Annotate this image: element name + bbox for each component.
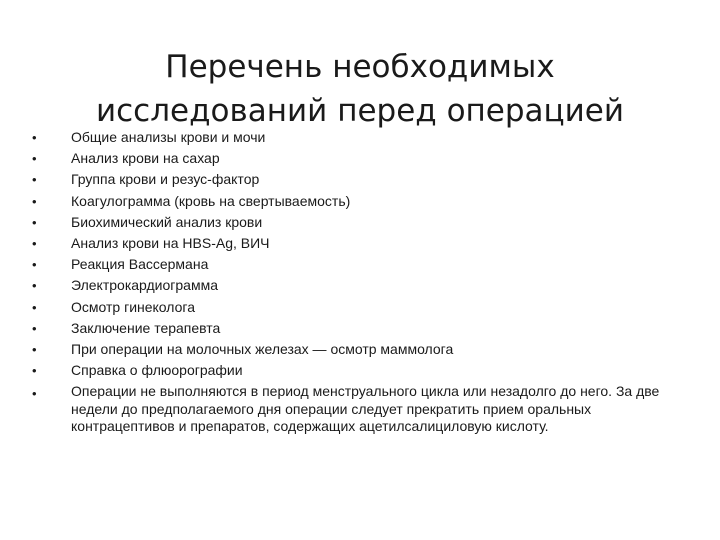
list-item [32,360,682,381]
list-item-text: При операции на молочных железах — осмотр маммолога [71,341,454,358]
bullet-icon: • [32,320,37,336]
bullet-icon: • [32,342,37,358]
list-item [32,233,682,254]
bullet-icon: • [32,299,37,315]
title-line-1: Перечень необходимых [165,48,555,85]
bullet-icon: • [32,363,37,379]
list-item-text: Операции не выполняются в период менструального цикла или незадолго до него. За две недели до предполагаемого дня операции следует прекратить прием оральных контрацептивов и препаратов, содержащих ацетилсалициловую кислоту. [71,383,660,435]
list-item-text: Электрокардиограмма [71,277,218,294]
bullet-icon: • [32,172,37,188]
list-item [32,381,682,436]
list-item [32,275,682,296]
list-item-text: Осмотр гинеколога [71,298,195,315]
list-item-text: Заключение терапевта [71,319,221,336]
list-item [32,191,682,212]
list-item [32,254,682,275]
list-item [32,212,682,233]
bullet-icon: • [32,151,37,167]
list-item [32,127,682,148]
list-item [32,169,682,190]
bullet-icon: • [32,278,37,294]
list-item [32,148,682,169]
list-item-text: Реакция Вассермана [71,256,209,273]
bullet-icon: • [32,386,37,402]
list-item [32,339,682,360]
list-item-text: Анализ крови на сахар [71,150,220,167]
requirements-list [32,127,682,436]
bullet-icon: • [32,257,37,273]
list-item [32,318,682,339]
list-item-text: Группа крови и резус-фактор [71,171,260,188]
list-item-text: Биохимический анализ крови [71,213,263,230]
title-line-2: исследований перед операцией [95,92,625,129]
list-item-text: Анализ крови на HBS-Ag, ВИЧ [71,235,270,252]
bullet-icon: • [32,130,37,145]
list-item-text: Коагулограмма (кровь на свертываемость) [71,192,351,209]
list-item [32,297,682,318]
list-item-text: Общие анализы крови и мочи [71,129,266,145]
bullet-icon: • [32,236,37,252]
bullet-icon: • [32,214,37,230]
list-item-text: Справка о флюорографии [71,362,243,379]
bullet-icon: • [32,193,37,209]
page-title [60,45,660,133]
